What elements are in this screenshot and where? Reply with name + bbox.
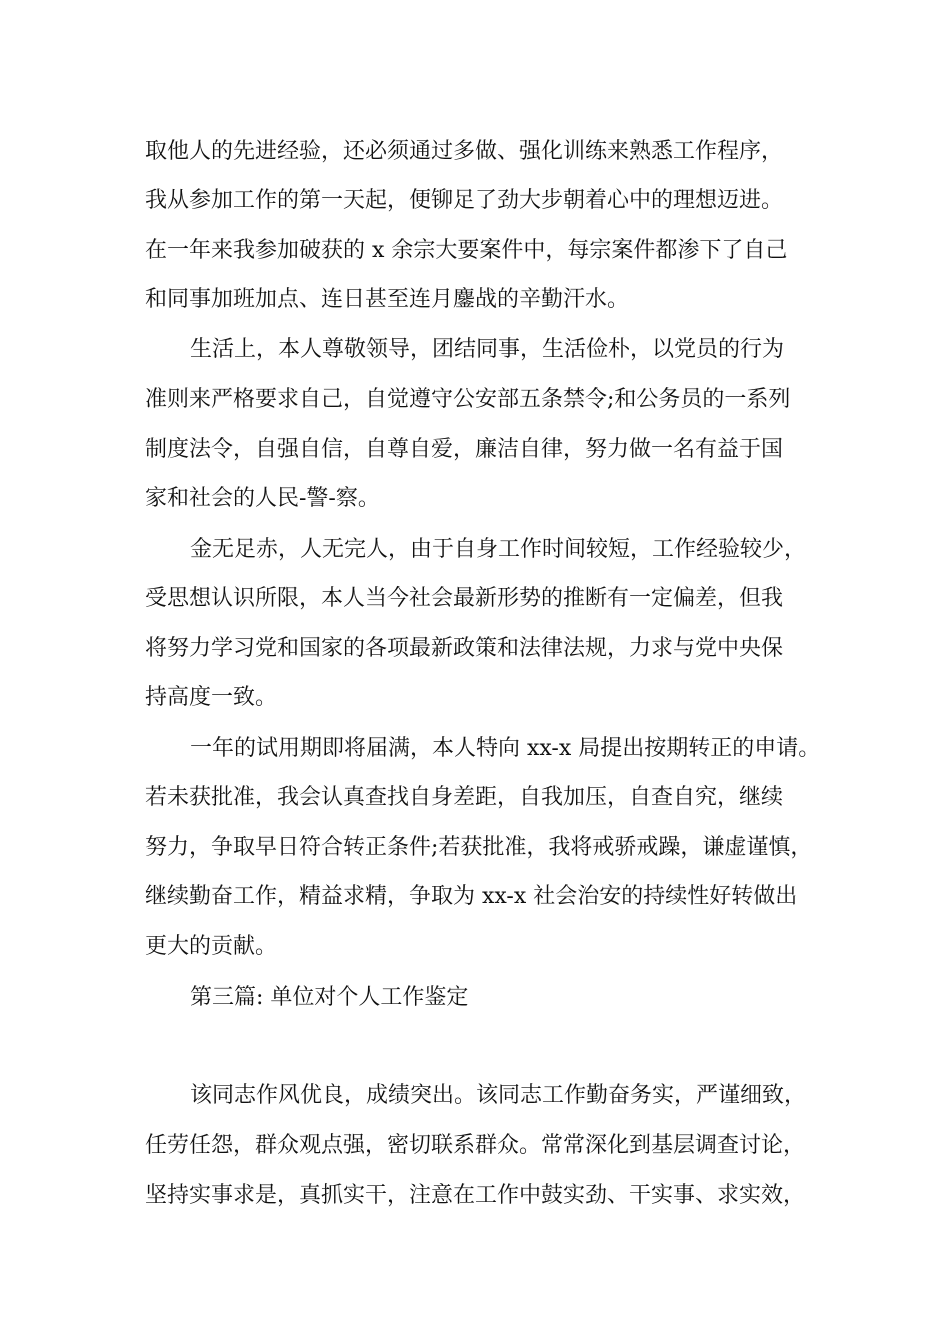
body-text-line: 在一年来我参加破获的 x 余宗大要案件中，每宗案件都渗下了自己	[145, 238, 788, 263]
body-text-line: 准则来严格要求自己，自觉遵守公安部五条禁令;和公务员的一系列	[145, 387, 791, 412]
body-text-line: 我从参加工作的第一天起，便铆足了劲大步朝着心中的理想迈进。	[145, 188, 784, 213]
body-text-line: 更大的贡献。	[145, 934, 278, 959]
body-text-line: 任劳任怨，群众观点强，密切联系群众。常常深化到基层调查讨论，	[145, 1133, 806, 1158]
body-text-line: 坚持实事求是，真抓实干，注意在工作中鼓实劲、干实事、求实效，	[145, 1183, 806, 1208]
body-text-line: 受思想认识所限，本人当今社会最新形势的推断有一定偏差，但我	[145, 586, 784, 611]
paragraph-first-line: 一年的试用期即将届满，本人特向 xx-x 局提出按期转正的申请。	[190, 736, 821, 761]
body-text-line: 将努力学习党和国家的各项最新政策和法律法规，力求与党中央保	[145, 636, 784, 661]
body-text-line: 继续勤奋工作，精益求精，争取为 xx-x 社会治安的持续性好转做出	[145, 884, 798, 909]
body-text-line: 家和社会的人民-警-察。	[145, 486, 380, 511]
body-text-line: 和同事加班加点、连日甚至连月鏖战的辛勤汗水。	[145, 287, 630, 312]
paragraph-first-line: 生活上，本人尊敬领导，团结同事，生活俭朴，以党员的行为	[190, 337, 785, 362]
body-text-line: 努力，争取早日符合转正条件;若获批准，我将戒骄戒躁，谦虚谨慎，	[145, 835, 813, 860]
paragraph-first-line: 金无足赤，人无完人，由于自身工作时间较短，工作经验较少，	[190, 537, 807, 562]
section-heading: 第三篇: 单位对个人工作鉴定	[190, 985, 469, 1010]
body-text-line: 制度法令，自强自信，自尊自爱，廉洁自律，努力做一名有益于国	[145, 437, 784, 462]
paragraph-first-line: 该同志作风优良，成绩突出。该同志工作勤奋务实，严谨细致，	[190, 1083, 807, 1108]
body-text-line: 持高度一致。	[145, 685, 278, 710]
body-text-line: 取他人的先进经验，还必须通过多做、强化训练来熟悉工作程序，	[145, 139, 784, 164]
body-text-line: 若未获批准，我会认真查找自身差距，自我加压，自查自究，继续	[145, 785, 784, 810]
